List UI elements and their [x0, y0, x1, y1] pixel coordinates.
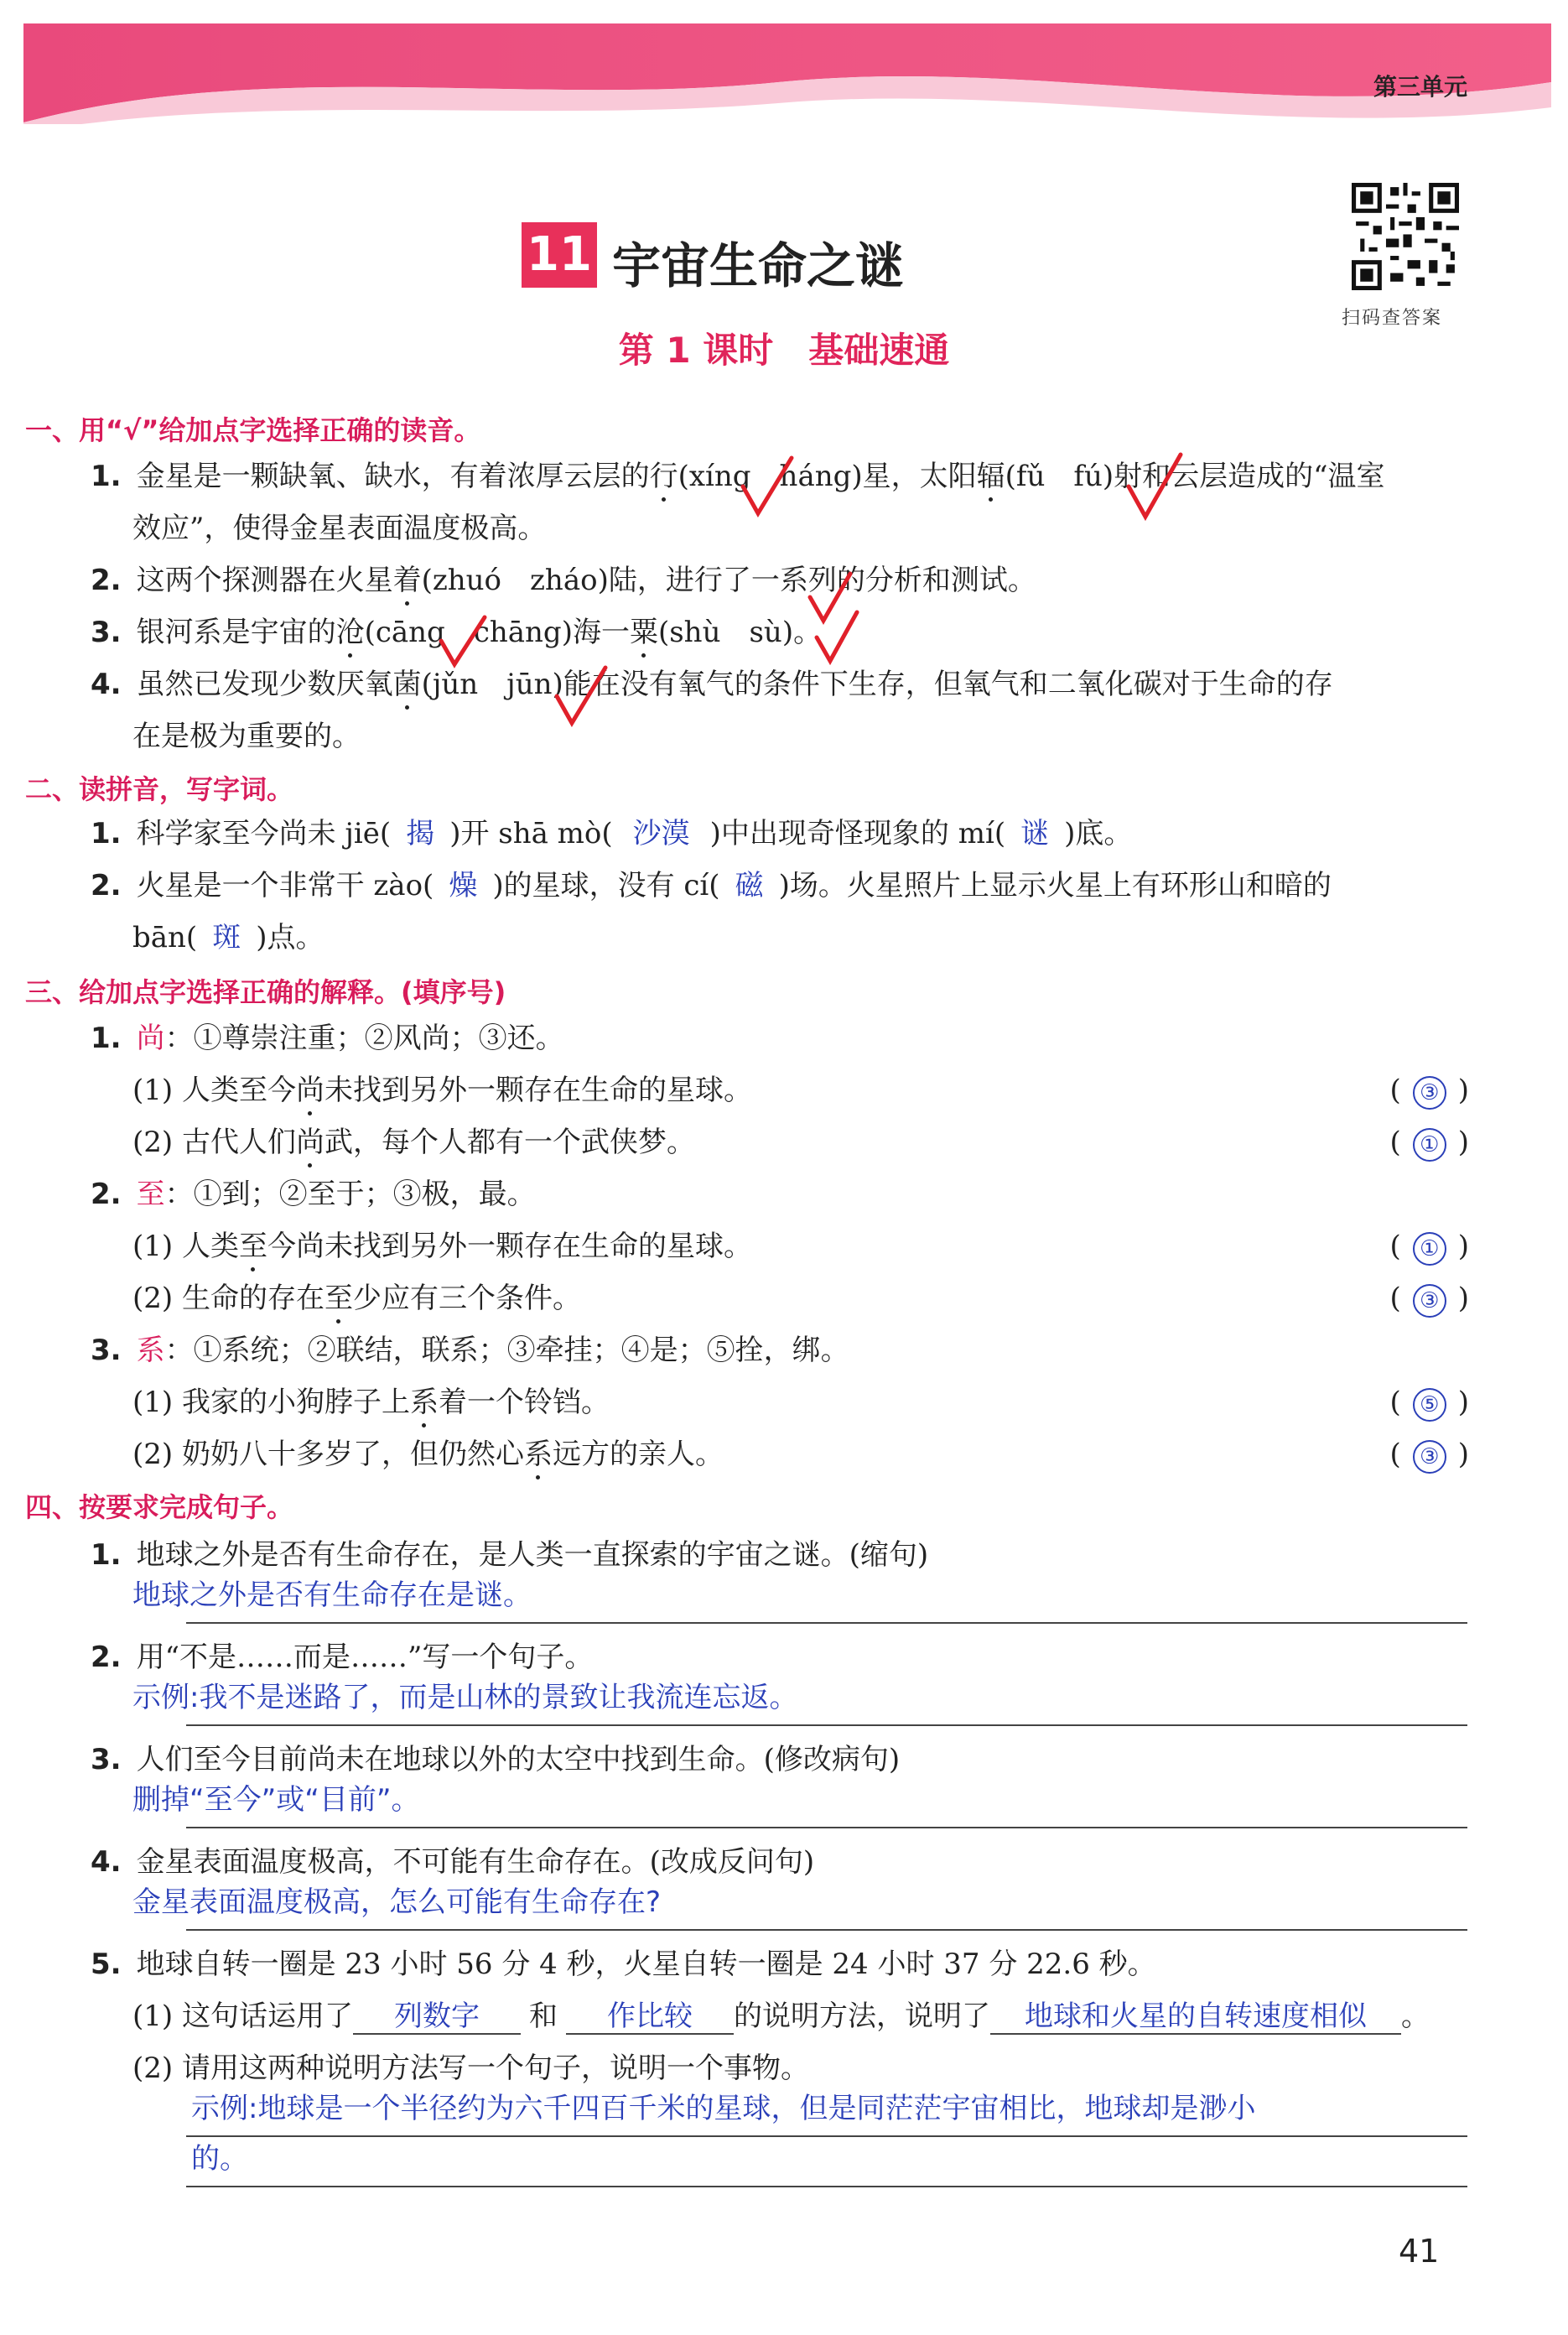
answer-paren: ( ③ )	[1389, 1074, 1469, 1110]
answer-line	[186, 1622, 1467, 1624]
check-mark-icon	[552, 663, 610, 730]
lesson-title: 宇宙生命之谜	[612, 237, 905, 294]
s2-item-2-line-1: 2. 火星是一个非常干 zào( 燥 )的星球，没有 cí( 磁 )场。火星照片上显示火星上有环形山和暗的	[91, 869, 1332, 902]
s4-q5-answer-line-1: 示例:地球是一个半径约为六千四百千米的星球，但是同茫茫宇宙相比，地球却是渺小	[191, 2092, 1256, 2125]
check-mark-icon	[812, 607, 862, 668]
s4-q3: 3. 人们至今目前尚未在地球以外的太空中找到生命。(修改病句)	[91, 1743, 901, 1776]
s1-item-1-line-2: 效应”，使得金星表面温度极高。	[132, 512, 547, 545]
s3-group-2-header: 2. 至：①到；②至于；③极，最。	[91, 1178, 536, 1211]
answer-line	[186, 1827, 1467, 1828]
answer-line	[186, 1929, 1467, 1931]
s1-item-3: 3. 银河系是宇宙的沧(cāng chāng)海一粟(shù sù)。	[91, 616, 823, 649]
section-2-title: 二、读拼音，写字词。	[25, 773, 294, 805]
s2-item-2-line-2: bān( 斑 )点。	[132, 921, 325, 954]
s1-item-4-line-2: 在是极为重要的。	[132, 720, 361, 753]
s4-q4: 4. 金星表面温度极高，不可能有生命存在。(改成反问句)	[91, 1845, 815, 1879]
s4-q3-answer: 删掉“至今”或“目前”。	[132, 1783, 420, 1817]
header-banner	[23, 23, 1551, 124]
s3-group-2-sentence-1: (1) 人类至今尚未找到另外一颗存在生命的星球。	[132, 1230, 752, 1263]
s4-q4-answer: 金星表面温度极高，怎么可能有生命存在?	[132, 1885, 662, 1919]
s4-q1: 1. 地球之外是否有生命存在，是人类一直探索的宇宙之谜。(缩句)	[91, 1538, 929, 1572]
s4-q5-part-1: (1) 这句话运用了 列数字 和 作比较 的说明方法，说明了 地球和火星的自转速度相似 。	[132, 2000, 1430, 2033]
qr-caption: 扫码查答案	[1342, 308, 1443, 329]
section-1-title: 一、用“√”给加点字选择正确的读音。	[25, 414, 481, 446]
s3-group-3-sentence-1: (1) 我家的小狗脖子上系着一个铃铛。	[132, 1386, 610, 1419]
s3-group-1-sentence-2: (2) 古代人们尚武，每个人都有一个武侠梦。	[132, 1126, 695, 1159]
check-mark-icon	[738, 453, 797, 520]
qr-code-icon[interactable]	[1352, 183, 1459, 290]
answer-paren: ( ③ )	[1389, 1438, 1469, 1474]
lesson-number: 11	[522, 222, 597, 288]
s1-item-2: 2. 这两个探测器在火星着(zhuó zháo)陆，进行了一系列的分析和测试。	[91, 564, 1036, 597]
page-number: 41	[1399, 2233, 1440, 2270]
s1-item-4-line-1: 4. 虽然已发现少数厌氧菌(jǔn jūn)能在没有氧气的条件下生存，但氧气和二氧化碳对于生命的存	[91, 668, 1333, 701]
answer-paren: ( ⑤ )	[1389, 1386, 1469, 1422]
answer-line	[186, 2135, 1467, 2137]
s4-q1-answer: 地球之外是否有生命存在是谜。	[132, 1578, 532, 1612]
s3-group-1-sentence-1: (1) 人类至今尚未找到另外一颗存在生命的星球。	[132, 1074, 752, 1107]
s1-item-1-line-1: 1. 金星是一颗缺氧、缺水，有着浓厚云层的行(xíng háng)星，太阳辐(fǔ fú)射和云层造成的“温室	[91, 460, 1385, 493]
s4-q2-answer: 示例:我不是迷路了，而是山林的景致让我流连忘返。	[132, 1681, 798, 1714]
s3-group-1-header: 1. 尚：①尊崇注重；②风尚；③还。	[91, 1022, 564, 1055]
answer-line	[186, 1724, 1467, 1726]
answer-line	[186, 2186, 1467, 2187]
check-mark-icon	[436, 612, 490, 671]
s3-group-3-sentence-2: (2) 奶奶八十多岁了，但仍然心系远方的亲人。	[132, 1438, 724, 1471]
s3-group-2-sentence-2: (2) 生命的存在至少应有三个条件。	[132, 1282, 581, 1315]
s4-q2: 2. 用“不是……而是……”写一个句子。	[91, 1641, 594, 1674]
answer-paren: ( ③ )	[1389, 1282, 1469, 1318]
check-mark-icon	[1124, 450, 1186, 523]
s2-item-1: 1. 科学家至今尚未 jiē( 揭 )开 shā mò( 沙漠 )中出现奇怪现象的 mí( 谜 )底。	[91, 817, 1133, 850]
section-4-title: 四、按要求完成句子。	[25, 1491, 294, 1523]
s3-group-3-header: 3. 系：①系统；②联结，联系；③牵挂；④是；⑤拴，绑。	[91, 1334, 849, 1367]
answer-paren: ( ① )	[1389, 1230, 1469, 1266]
unit-label: 第三单元	[1373, 73, 1467, 101]
answer-paren: ( ① )	[1389, 1126, 1469, 1162]
s4-q5-part-2: (2) 请用这两种说明方法写一个句子，说明一个事物。	[132, 2052, 809, 2085]
section-3-title: 三、给加点字选择正确的解释。(填序号)	[25, 976, 506, 1008]
s4-q5-answer-line-2: 的。	[191, 2142, 248, 2176]
lesson-subtitle: 第 1 课时 基础速通	[618, 330, 950, 371]
s4-q5: 5. 地球自转一圈是 23 小时 56 分 4 秒，火星自转一圈是 24 小时 37 分 22.6 秒。	[91, 1948, 1156, 1981]
